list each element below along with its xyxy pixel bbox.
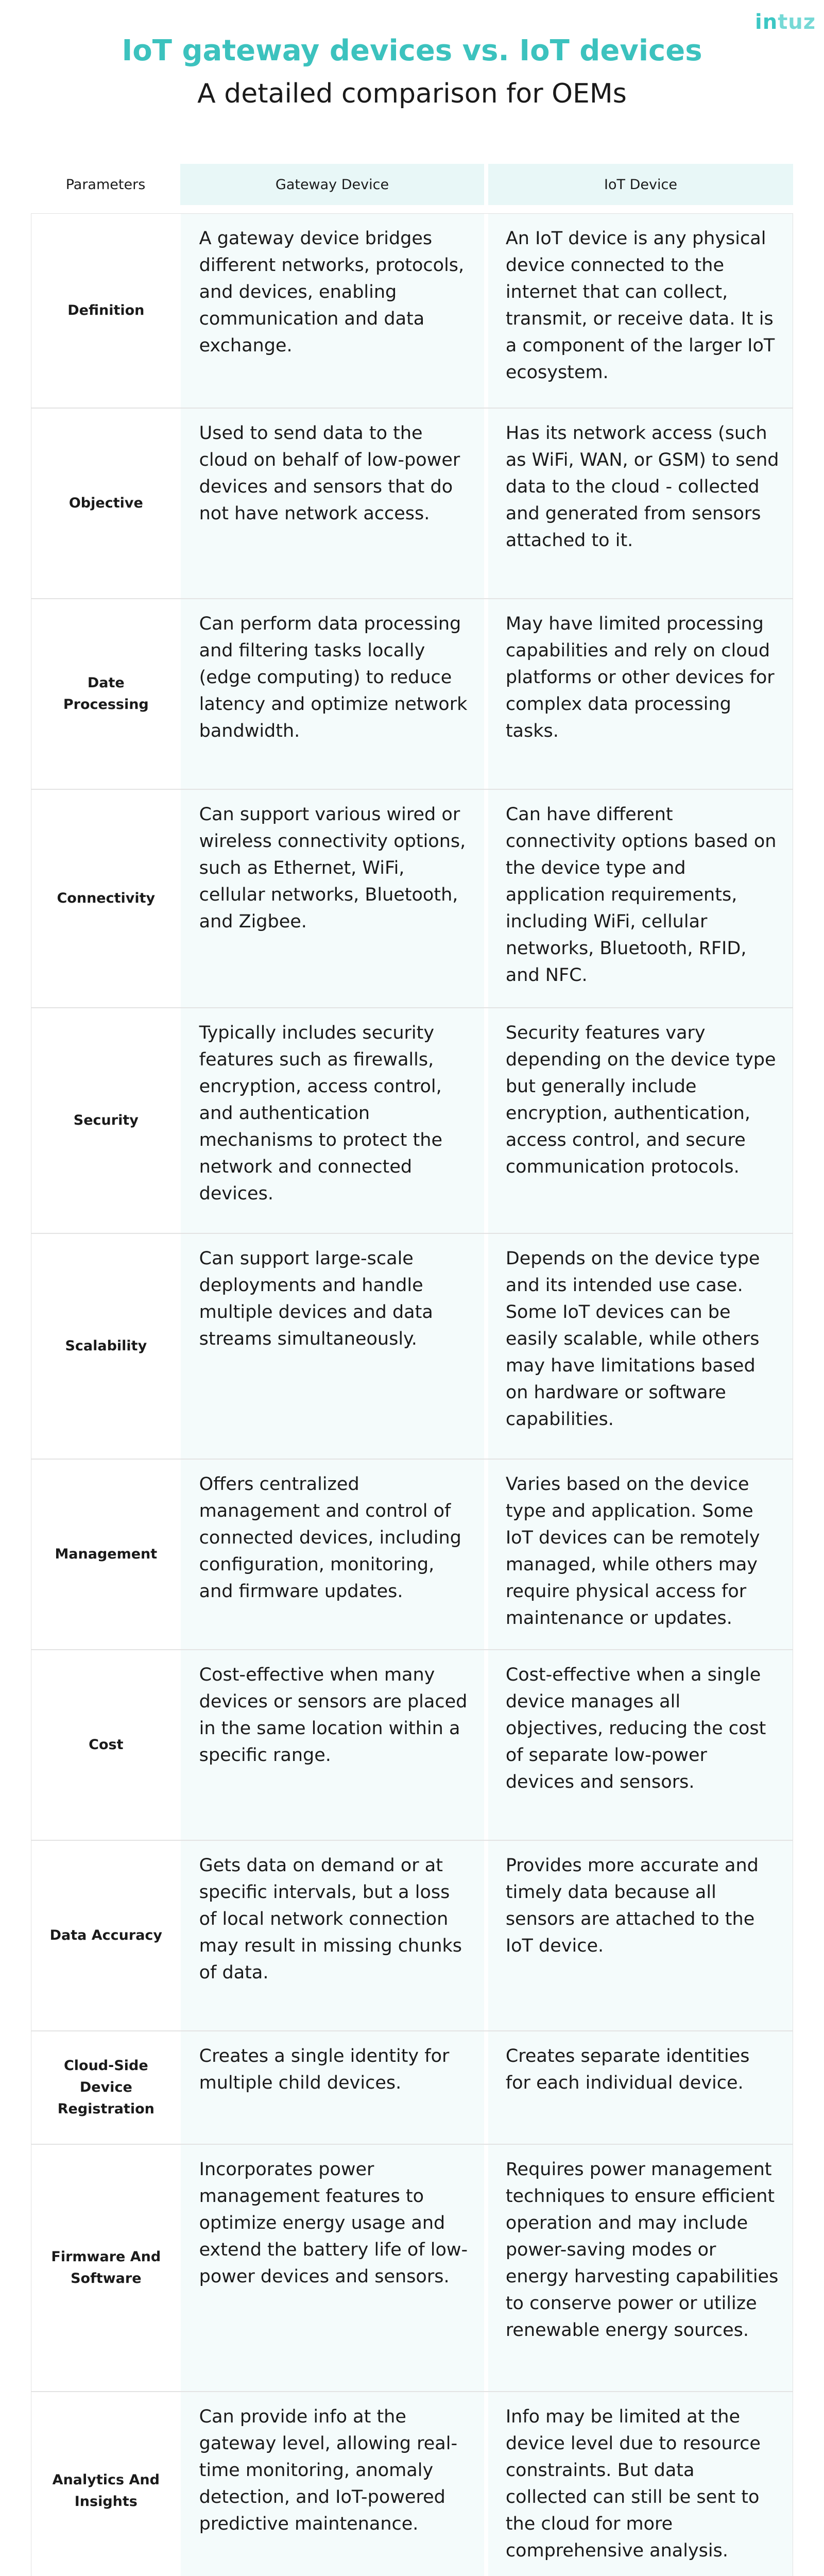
iot-cell: Requires power management techniques to ensure efficient operation and may include power-saving modes or energy harvesting capabilities to conserve power or utilize renewable energy sources. <box>488 2145 793 2391</box>
iot-cell: Can have different connectivity options based on the device type and application requirements, including WiFi, cellular networks, Bluetooth, RFID, and NFC. <box>488 790 793 1007</box>
gateway-cell: A gateway device bridges different networks, protocols, and devices, enabling communication and data exchange. <box>181 214 484 408</box>
table-row <box>31 1841 793 2031</box>
row-parameter: Data Accuracy <box>49 1927 163 1943</box>
row-parameter: Definition <box>67 302 145 318</box>
table-row <box>31 2392 793 2576</box>
table-row <box>31 599 793 790</box>
table-row <box>31 214 793 409</box>
page-subtitle: A detailed comparison for OEMs <box>197 78 627 109</box>
row-parameter: Analytics And Insights <box>52 2472 160 2510</box>
iot-cell: Has its network access (such as WiFi, WAN, or GSM) to send data to the cloud - collected and generated from sensors attached to it. <box>488 409 793 598</box>
iot-cell: An IoT device is any physical device connected to the internet that can collect, transmit, or receive data. It is a component of the larger IoT ecosystem. <box>488 214 793 408</box>
table-row <box>31 409 793 599</box>
gateway-cell: Can perform data processing and filtering tasks locally (edge computing) to reduce latency and optimize network bandwidth. <box>181 599 484 789</box>
row-parameter: Connectivity <box>57 890 156 906</box>
table-row <box>31 790 793 1008</box>
gateway-cell: Offers centralized management and control of connected devices, including configuration, monitoring, and firmware updates. <box>181 1460 484 1649</box>
row-parameter: Firmware And Software <box>51 2249 161 2286</box>
iot-cell: Varies based on the device type and application. Some IoT devices can be remotely managed, while others may require physical access for maintenance or updates. <box>488 1460 793 1649</box>
iot-cell: Creates separate identities for each individual device. <box>488 2031 793 2144</box>
comparison-table <box>31 164 793 2576</box>
gateway-cell: Can support large-scale deployments and handle multiple devices and data streams simultaneously. <box>181 1234 484 1459</box>
row-parameter: Management <box>55 1546 158 1562</box>
table-body <box>31 213 793 2576</box>
table-row <box>31 1008 793 1234</box>
row-parameter: Cost <box>89 1737 124 1753</box>
gateway-cell: Cost-effective when many devices or sensors are placed in the same location within a specific range. <box>181 1650 484 1840</box>
iot-cell: May have limited processing capabilities and rely on cloud platforms or other devices for complex data processing tasks. <box>488 599 793 789</box>
header-gateway-device: Gateway Device <box>180 164 484 205</box>
table-row <box>31 1460 793 1650</box>
header-parameters: Parameters <box>65 176 146 193</box>
gateway-cell: Can provide info at the gateway level, allowing real-time monitoring, anomaly detection, and IoT-powered predictive maintenance. <box>181 2392 484 2576</box>
table-row <box>31 1234 793 1460</box>
brand-logo: intuz <box>755 10 816 34</box>
page-title: IoT gateway devices vs. IoT devices <box>122 34 702 67</box>
table-row <box>31 1650 793 1841</box>
row-parameter: Date Processing <box>63 675 149 713</box>
row-parameter: Scalability <box>65 1338 147 1354</box>
table-row <box>31 2031 793 2145</box>
iot-cell: Security features vary depending on the device type but generally include encryption, authentication, access control, and secure communication protocols. <box>488 1008 793 1233</box>
table-row <box>31 2145 793 2392</box>
row-parameter: Cloud-Side Device Registration <box>57 2058 154 2117</box>
gateway-cell: Gets data on demand or at specific intervals, but a loss of local network connection may result in missing chunks of data. <box>181 1841 484 2030</box>
row-parameter: Security <box>73 1112 139 1128</box>
gateway-cell: Used to send data to the cloud on behalf of low-power devices and sensors that do not have network access. <box>181 409 484 598</box>
iot-cell: Provides more accurate and timely data because all sensors are attached to the IoT device. <box>488 1841 793 2030</box>
iot-cell: Info may be limited at the device level due to resource constraints. But data collected can still be sent to the cloud for more comprehensive analysis. <box>488 2392 793 2576</box>
gateway-cell: Typically includes security features such as firewalls, encryption, access control, and authentication mechanisms to protect the network and connected devices. <box>181 1008 484 1233</box>
gateway-cell: Creates a single identity for multiple child devices. <box>181 2031 484 2144</box>
iot-cell: Cost-effective when a single device manages all objectives, reducing the cost of separate low-power devices and sensors. <box>488 1650 793 1840</box>
iot-cell: Depends on the device type and its intended use case. Some IoT devices can be easily scalable, while others may have limitations based on hardware or software capabilities. <box>488 1234 793 1459</box>
header-iot-device: IoT Device <box>488 164 793 205</box>
gateway-cell: Can support various wired or wireless connectivity options, such as Ethernet, WiFi, cellular networks, Bluetooth, and Zigbee. <box>181 790 484 1007</box>
row-parameter: Objective <box>68 495 143 511</box>
gateway-cell: Incorporates power management features to optimize energy usage and extend the battery life of low-power devices and sensors. <box>181 2145 484 2391</box>
table-header <box>31 164 793 205</box>
